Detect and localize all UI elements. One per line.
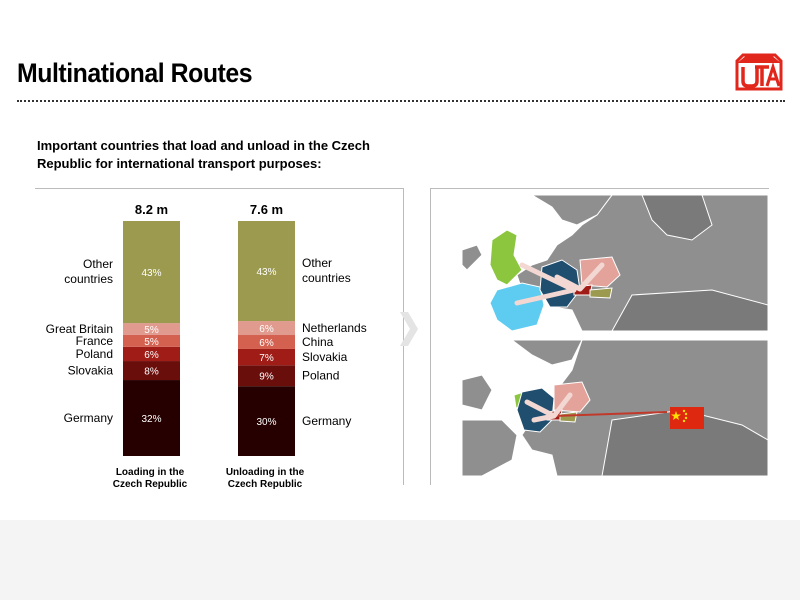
category-label: Netherlands xyxy=(302,321,367,336)
data-label: 43% xyxy=(141,268,162,280)
category-label: Poland xyxy=(75,346,113,361)
category-label: Slovakia xyxy=(67,363,113,378)
data-label: 8% xyxy=(144,366,159,378)
loading-map xyxy=(462,195,768,331)
bar-total-label: 7.6 m xyxy=(249,202,284,217)
bar-total-label: 8.2 m xyxy=(134,202,169,217)
category-label: countries xyxy=(302,271,351,286)
category-label: countries xyxy=(64,272,113,287)
footer-band xyxy=(0,520,800,600)
data-label: 32% xyxy=(141,414,162,426)
category-label: France xyxy=(75,333,113,348)
data-label: 7% xyxy=(259,353,274,365)
category-label: Great Britain xyxy=(45,322,113,337)
data-label: 6% xyxy=(259,337,274,349)
data-label: 6% xyxy=(259,324,274,336)
unloading-map xyxy=(462,340,768,476)
loading-caption: Loading in the Czech Republic xyxy=(112,467,188,490)
category-label: Germany xyxy=(302,414,352,429)
category-label: Germany xyxy=(63,411,113,426)
category-label: Slovakia xyxy=(302,350,348,365)
page-title: Multinational Routes xyxy=(17,58,253,88)
slovakia-region xyxy=(590,288,612,298)
data-label: 9% xyxy=(259,371,274,383)
data-label: 5% xyxy=(144,325,159,337)
slovakia-region xyxy=(560,412,577,422)
slide-subtitle: Important countries that load and unload in the Czech Republic for international transport purposes: xyxy=(37,138,370,171)
data-label: 43% xyxy=(256,267,277,279)
category-label: China xyxy=(302,334,334,349)
data-label: 5% xyxy=(144,336,159,348)
category-label: Other xyxy=(82,257,113,272)
data-label: 6% xyxy=(144,349,159,361)
category-label: Poland xyxy=(302,368,340,383)
unloading-caption: Unloading in the Czech Republic xyxy=(225,467,305,490)
data-label: 30% xyxy=(256,417,277,429)
category-label: Other xyxy=(302,256,333,271)
